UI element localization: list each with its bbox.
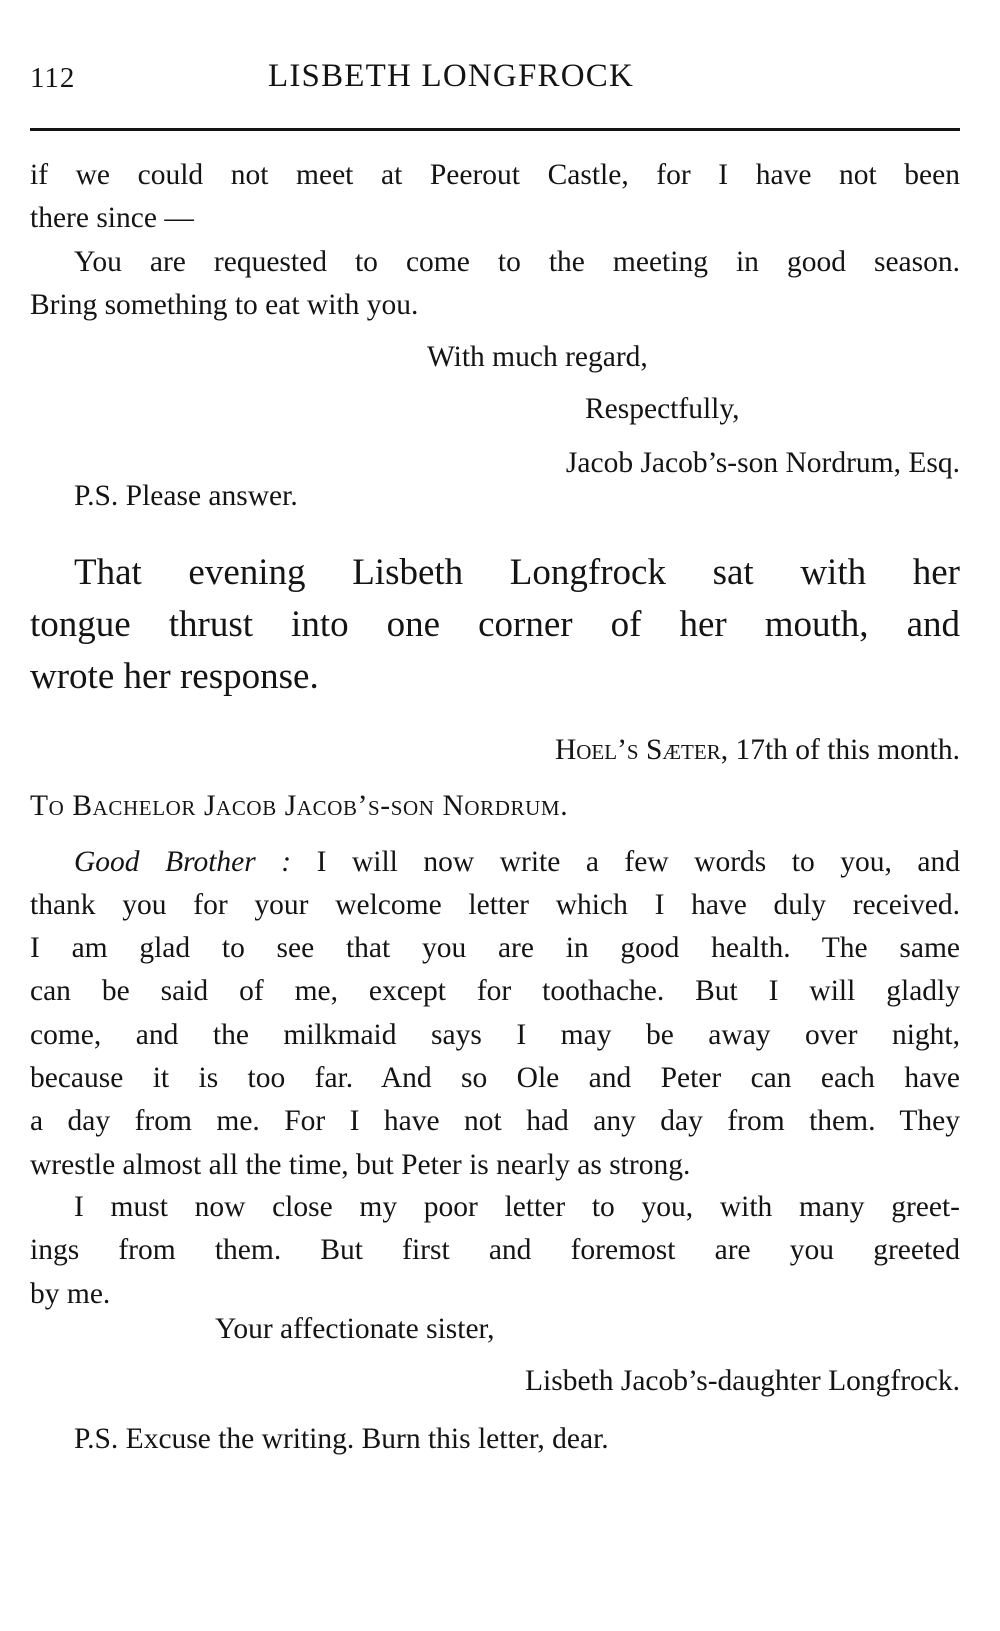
letter2-text-line: come, and the milkmaid says I may be away over night,: [30, 1019, 960, 1051]
letter2-text-line: can be said of me, except for toothache. But I will gladly: [30, 975, 960, 1007]
page-number: 112: [30, 62, 76, 94]
letter1-text-line: there since —: [30, 202, 194, 234]
dateline-place: Hoel’s Sæter,: [554, 734, 729, 766]
header-rule: [30, 128, 960, 131]
page-header: [30, 58, 960, 108]
letter2-postscript: P.S. Excuse the writing. Burn this letter, dear.: [74, 1423, 609, 1455]
letter2-addressee: To Bachelor Jacob Jacob’s-son Nordrum.: [30, 790, 569, 822]
running-title: LISBETH LONGFROCK: [268, 58, 634, 94]
letter2-text-line: [74, 845, 960, 879]
letter2-text-line: I am glad to see that you are in good health. The same: [30, 932, 960, 964]
letter2-text-line: ings from them. But first and foremost are you greeted: [30, 1234, 960, 1266]
letter2-signature: Lisbeth Jacob’s-daughter Longfrock.: [525, 1365, 960, 1397]
letter2-text-line: because it is too far. And so Ole and Peter can each have: [30, 1062, 960, 1094]
letter2-dateline: [375, 733, 960, 767]
salutation: Good Brother :: [74, 846, 292, 878]
letter2-text-line: a day from me. For I have not had any day from them. They: [30, 1105, 960, 1137]
letter1-text-line: Bring something to eat with you.: [30, 289, 419, 321]
letter2-text-segment: I will now write a few words to you, and: [316, 846, 960, 878]
letter2-closing: Your affectionate sister,: [215, 1313, 495, 1345]
narrative-line: That evening Lisbeth Longfrock sat with her: [74, 552, 960, 593]
narrative-line: wrote her response.: [30, 656, 319, 697]
letter1-text-line: You are requested to come to the meeting in good season.: [74, 246, 960, 278]
letter1-closing: With much regard,: [427, 341, 648, 373]
letter1-closing: Respectfully,: [585, 393, 740, 425]
letter1-text-line: if we could not meet at Peerout Castle, for I have not been: [30, 159, 960, 191]
letter2-text-line: thank you for your welcome letter which I have duly received.: [30, 889, 960, 921]
letter2-text-line: by me.: [30, 1278, 111, 1310]
letter2-text-line: wrestle almost all the time, but Peter is nearly as strong.: [30, 1149, 691, 1181]
letter1-signature: Jacob Jacob’s-son Nordrum, Esq.: [565, 447, 960, 479]
narrative-line: tongue thrust into one corner of her mouth, and: [30, 604, 960, 645]
letter1-postscript: P.S. Please answer.: [74, 480, 298, 512]
letter2-text-line: I must now close my poor letter to you, with many greet-: [74, 1191, 960, 1223]
dateline-date: 17th of this month.: [735, 734, 960, 766]
